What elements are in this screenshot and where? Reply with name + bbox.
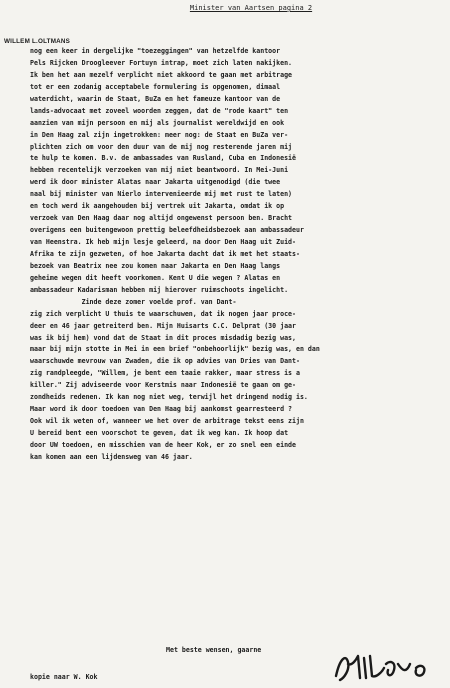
body-line: lands-advocaat met zoveel woorden zeggen, dat de "rode kaart" ten <box>30 106 289 115</box>
body-line: deer en 46 jaar getreiterd ben. Mijn Huisarts C.C. Delprat (30 jaar <box>30 321 296 330</box>
body-line: ambassadeur Kadarisman hebben mij hierover ruimschoots ingelicht. <box>30 285 289 294</box>
body-line: aanzien van mijn persoon en mij als journalist wereldwijd en ook <box>30 118 285 127</box>
body-line: Ook wil ik weten of, wanneer we het over de arbitrage tekst eens zijn <box>30 417 304 426</box>
body-line: en toch werd ik aangehouden bij vertrek uit Jakarta, omdat ik op <box>30 202 285 211</box>
body-line: plichten zich om voor den duur van de mij nog resterende jaren mij <box>30 142 293 151</box>
body-line: maar bij mijn stotte in Mei in een brief "onbehoorlijk" bezig was, en dan <box>30 345 320 354</box>
body-line: Afrika te zijn gezweten, of hoe Jakarta dacht dat ik met het staats- <box>30 249 300 258</box>
body-line: waarschuwde mevrouw van Zwaden, die ik op advies van Dries van Dant- <box>30 357 300 366</box>
body-line: Pels Rijcken Droogleever Fortuyn intrap, moet zich laten nakijken. <box>30 58 293 67</box>
body-line: tot er een zodanig acceptabele formulering is opgenomen, dimaal <box>30 82 281 91</box>
body-line: verzoek van Den Haag daar nog altijd ongewenst persoon ben. Bracht <box>30 214 293 223</box>
body-line: in Den Haag zal zijn ingetrokken: meer nog: de Staat en BuZa ver- <box>30 130 289 139</box>
body-line: nog een keer in dergelijke "toezeggingen" van hetzelfde kantoor <box>30 47 281 55</box>
body-line: zig zich verplicht U thuis te waarschuwen, dat ik nogen jaar proce- <box>30 309 296 318</box>
letterhead-author: WILLEM L.OLTMANS <box>4 38 71 45</box>
body-line: kan komen aan een lijdensweg van 46 jaar. <box>30 452 193 461</box>
letter-body <box>30 46 450 464</box>
body-line: killer." Zij adviseerde voor Kerstmis naar Indonesië te gaan om ge- <box>30 381 296 390</box>
body-line: was ik bij hem) vond dat de Staat in dit proces misdadig bezig was, <box>30 333 296 342</box>
body-line: te hulp te komen. B.v. de ambassades van Rusland, Cuba en Indonesië <box>30 154 296 163</box>
body-line: Ik ben het aan mezelf verplicht niet akkoord te gaan met arbitrage <box>30 70 293 79</box>
body-line: zig randpleegde, "Willem, je bent een taaie rakker, maar stress is a <box>30 369 300 378</box>
closing-line: Met beste wensen, gaarne <box>166 646 262 654</box>
body-line: waterdicht, waarin de Staat, BuZa en het fameuze kantoor van de <box>30 94 281 103</box>
body-line: U bereid bent een voorschot te geven, dat ik weg kan. Ik hoop dat <box>30 429 289 437</box>
page-header-title: Minister van Aartsen pagina 2 <box>189 4 313 12</box>
body-line: Maar word ik door toedoen van Den Haag bij aankomst gearresteerd ? <box>30 405 293 414</box>
body-line: door UW toedoen, en misschien van de heer Kok, er zo snel een einde <box>30 440 296 449</box>
body-line: geheime wegen dit heeft voorkomen. Kent U die wegen ? Alatas en <box>30 273 281 282</box>
body-line: werd ik door minister Alatas naar Jakarta uitgenodigd (die twee <box>30 178 281 187</box>
body-line: Zinde deze zomer voelde prof. van Dant- <box>30 297 237 306</box>
body-line: bezoek van Beatrix nee zou komen naar Jakarta en Den Haag langs <box>30 261 281 270</box>
body-line: van Heenstra. Ik heb mijn lesje geleerd, na door Den Haag uit Zuid- <box>30 238 296 246</box>
body-line: overigens een buitengewoon prettig beleefdheidsbezoek aan ambassadeur <box>30 226 304 235</box>
copy-to-line: kopie naar W. Kok <box>30 673 98 681</box>
body-line: zondheids redenen. Ik kan nog niet weg, terwijl het dringend nodig is. <box>30 393 308 402</box>
handwritten-signature <box>330 650 440 684</box>
body-line: naal bij minister van Nierlo intervenieerde mij met rust te laten) <box>30 190 293 199</box>
body-line: hebben recentelijk verzoeken van mij niet beantwoord. In Mei-Juni <box>30 166 289 175</box>
